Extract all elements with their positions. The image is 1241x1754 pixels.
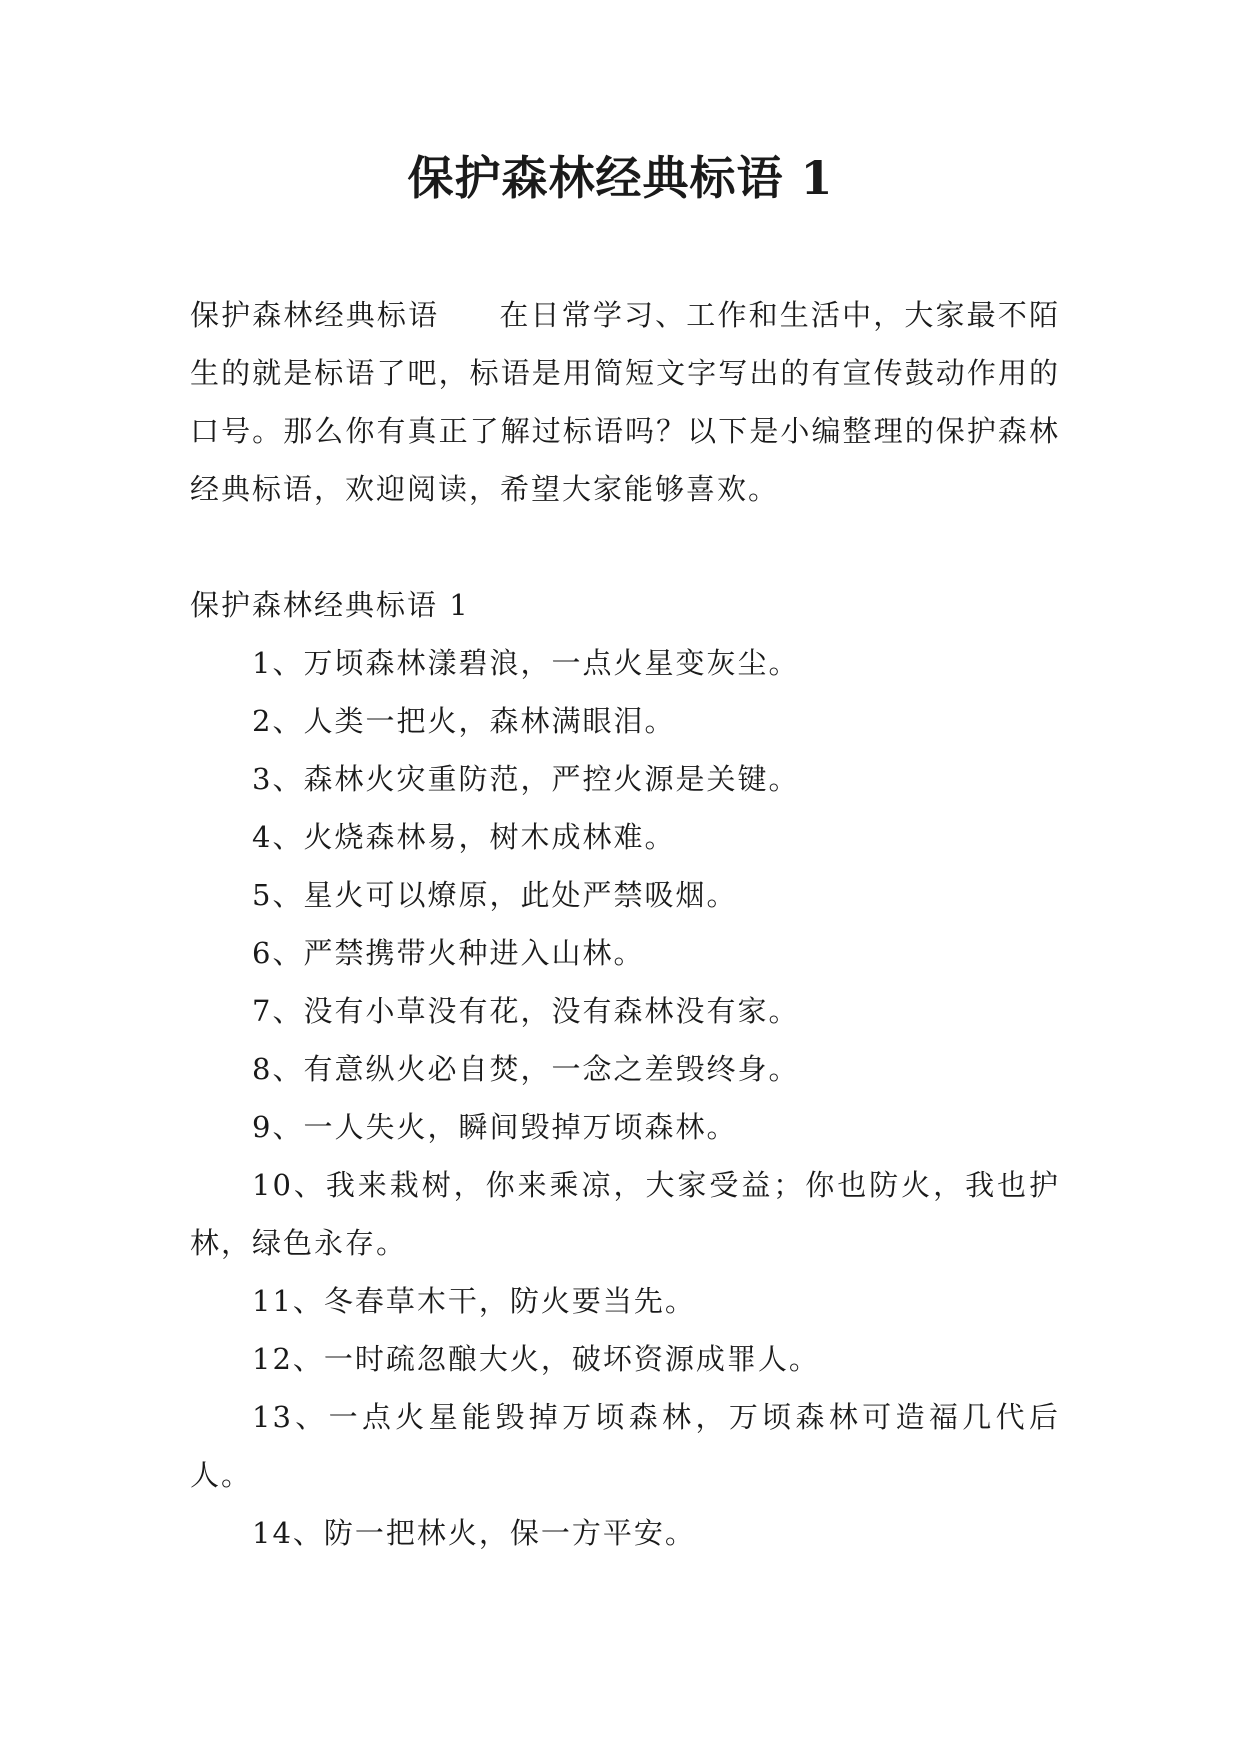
slogan-item: 5、星火可以燎原，此处严禁吸烟。 [252,878,738,912]
slogan-item: 9、一人失火，瞬间毁掉万顷森林。 [252,1110,738,1144]
slogan-item: 1、万顷森林漾碧浪，一点火星变灰尘。 [252,646,800,680]
slogan-item: 2、人类一把火，森林满眼泪。 [252,704,676,738]
section-heading: 保护森林经典标语 1 [190,588,470,622]
slogan-item: 11、冬春草木干，防火要当先。 [252,1284,696,1318]
slogan-item: 13、一点火星能毁掉万顷森林，万顷森林可造福几代后人。 [190,1400,1060,1492]
intro-body: 在日常学习、工作和生活中，大家最不陌生的就是标语了吧，标语是用简短文字写出的有宣传鼓动作用的口号。那么你有真正了解过标语吗？以下是小编整理的保护森林经典标语，欢迎阅读，希望大家能够喜欢。 [190,298,1060,506]
slogan-item: 8、有意纵火必自焚，一念之差毁终身。 [252,1052,800,1086]
slogan-item: 14、防一把林火，保一方平安。 [252,1516,696,1550]
intro-paragraph [190,286,1060,518]
slogan-item: 3、森林火灾重防范，严控火源是关键。 [252,762,800,796]
slogan-item: 7、没有小草没有花，没有森林没有家。 [252,994,800,1028]
document-title: 保护森林经典标语 1 [407,151,834,205]
intro-lead: 保护森林经典标语 [190,298,440,332]
slogan-item: 6、严禁携带火种进入山林。 [252,936,645,970]
slogan-item: 10、我来栽树，你来乘凉，大家受益；你也防火，我也护林，绿色永存。 [190,1168,1060,1260]
slogan-item: 12、一时疏忽酿大火，破坏资源成罪人。 [252,1342,820,1376]
slogan-list [190,634,1060,1562]
slogan-item: 4、火烧森林易，树木成林难。 [252,820,676,854]
